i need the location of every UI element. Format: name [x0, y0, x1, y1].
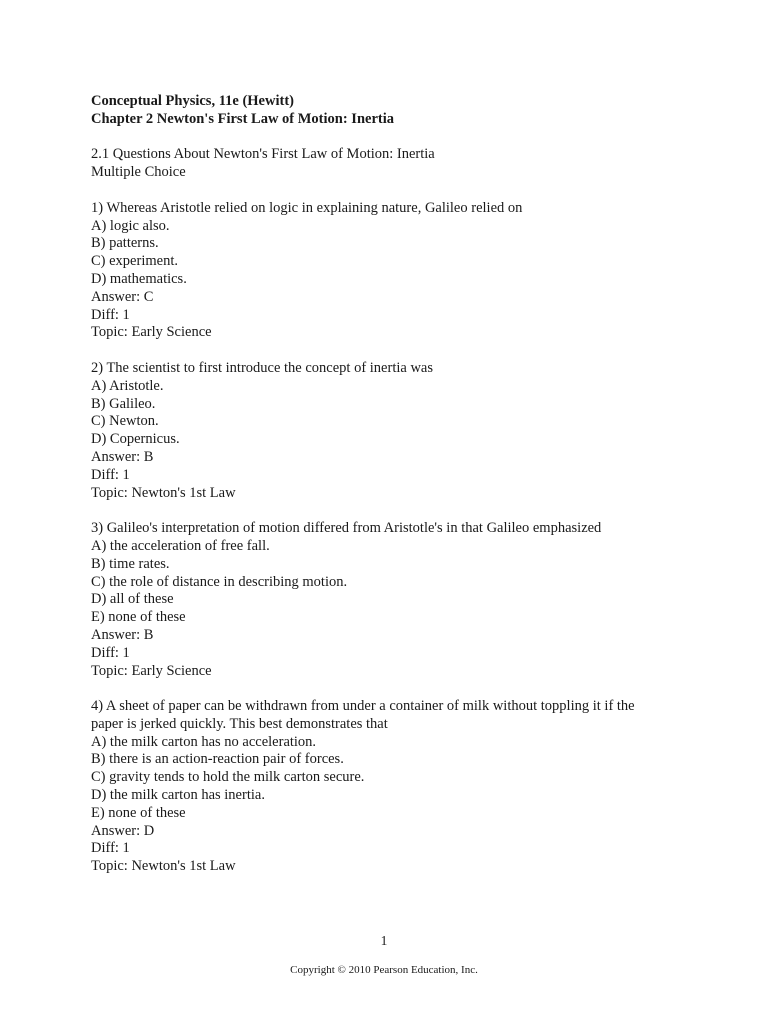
page-number: 1 — [380, 933, 388, 948]
answer-option: E) none of these — [91, 804, 186, 821]
answer-option: C) gravity tends to hold the milk carton secure. — [91, 769, 365, 786]
question-stem: 2) The scientist to first introduce the concept of inertia was — [91, 359, 433, 376]
copyright-notice: Copyright © 2010 Pearson Education, Inc. — [290, 964, 478, 976]
answer-option: D) all of these — [91, 591, 174, 608]
answer-option: C) the role of distance in describing motion. — [91, 573, 348, 590]
question-block — [91, 520, 711, 698]
difficulty: Diff: 1 — [91, 306, 130, 323]
answer-option: B) there is an action-reaction pair of forces. — [91, 751, 344, 768]
answer-option: B) Galileo. — [91, 395, 156, 412]
answer-key: Answer: B — [91, 626, 154, 643]
section-subheading: Multiple Choice — [91, 164, 186, 181]
answer-option: D) Copernicus. — [91, 431, 180, 448]
difficulty: Diff: 1 — [91, 466, 130, 483]
difficulty: Diff: 1 — [91, 644, 130, 661]
answer-key: Answer: C — [91, 288, 154, 305]
spacer — [91, 182, 711, 200]
question-block — [91, 200, 711, 360]
question-stem: 1) Whereas Aristotle relied on logic in explaining nature, Galileo relied on — [91, 199, 523, 216]
difficulty: Diff: 1 — [91, 840, 130, 857]
answer-option: B) time rates. — [91, 555, 170, 572]
question-block — [91, 360, 711, 520]
question-block — [91, 698, 711, 876]
chapter-title: Chapter 2 Newton's First Law of Motion: Inertia — [91, 110, 394, 127]
topic: Topic: Newton's 1st Law — [91, 858, 236, 875]
question-stem: paper is jerked quickly. This best demonstrates that — [91, 715, 388, 732]
answer-key: Answer: B — [91, 448, 154, 465]
topic: Topic: Newton's 1st Law — [91, 484, 236, 501]
answer-option: A) the acceleration of free fall. — [91, 537, 270, 554]
answer-option: B) patterns. — [91, 235, 159, 252]
answer-option: A) logic also. — [91, 217, 170, 234]
document-page — [91, 93, 711, 876]
answer-option: A) Aristotle. — [91, 377, 164, 394]
spacer — [91, 342, 711, 360]
question-stem: 4) A sheet of paper can be withdrawn from under a container of milk without toppling it if the — [91, 698, 635, 715]
answer-option: C) experiment. — [91, 253, 178, 270]
answer-option: D) the milk carton has inertia. — [91, 787, 265, 804]
spacer — [91, 502, 711, 520]
answer-option: E) none of these — [91, 609, 186, 626]
spacer — [91, 680, 711, 698]
answer-key: Answer: D — [91, 822, 155, 839]
answer-option: D) mathematics. — [91, 270, 187, 287]
question-list — [91, 200, 711, 876]
answer-option: A) the milk carton has no acceleration. — [91, 733, 317, 750]
spacer — [91, 129, 711, 147]
topic: Topic: Early Science — [91, 324, 212, 341]
topic: Topic: Early Science — [91, 662, 212, 679]
book-title: Conceptual Physics, 11e (Hewitt) — [91, 93, 294, 109]
section-heading: 2.1 Questions About Newton's First Law of Motion: Inertia — [91, 146, 435, 163]
answer-option: C) Newton. — [91, 413, 159, 430]
question-stem: 3) Galileo's interpretation of motion differed from Aristotle's in that Galileo emphasized — [91, 520, 602, 537]
